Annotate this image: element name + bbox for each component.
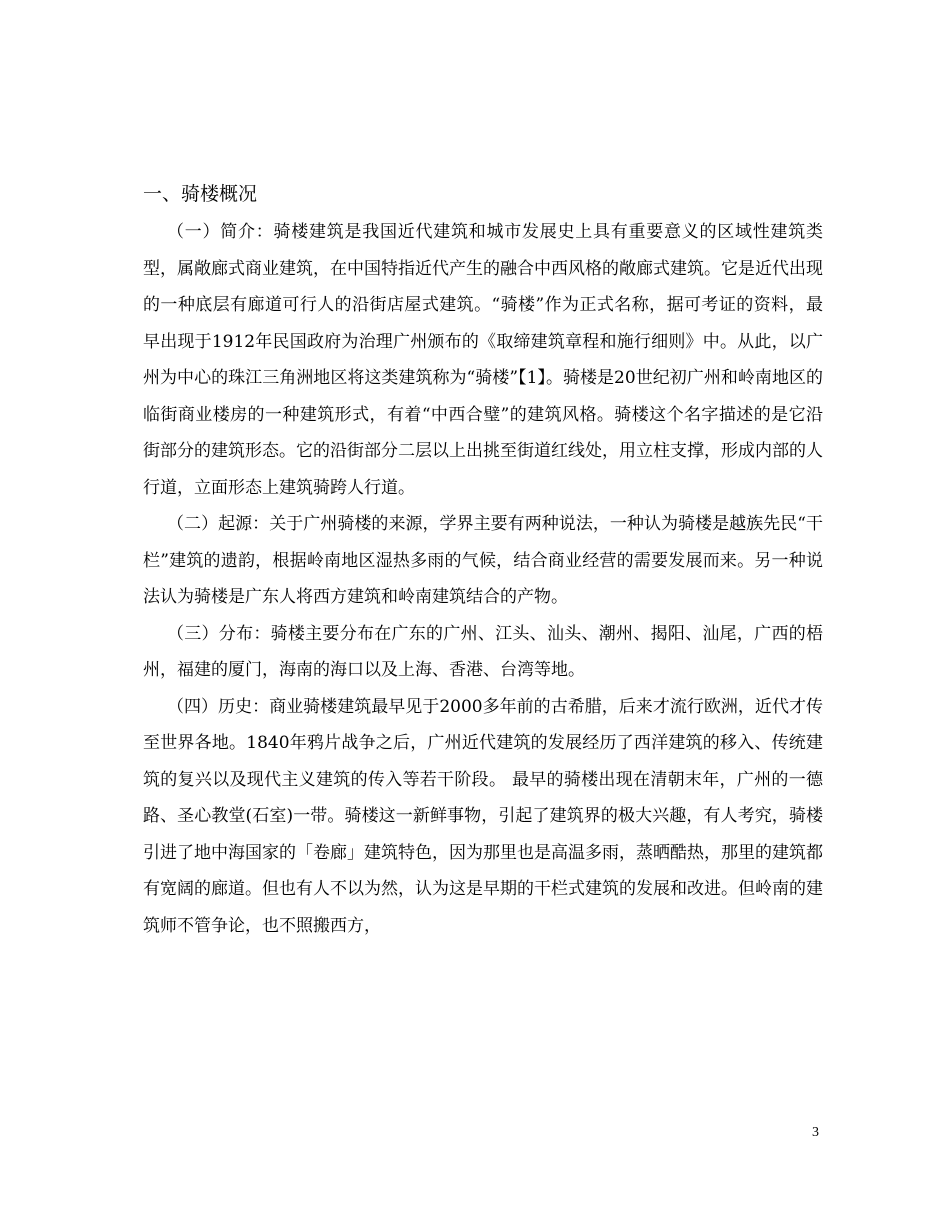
section-heading: 一、骑楼概况	[143, 183, 258, 205]
paragraph-introduction: （一）简介：骑楼建筑是我国近代建筑和城市发展史上具有重要意义的区域性建筑类型，属敞廊式商业建筑，在中国特指近代产生的融合中西风格的敞廊式建筑。它是近代出现的一种底层有廊道可行人的沿街店屋式建筑。“骑楼”作为正式名称，据可考证的资料，最早出现于1912年民国政府为治理广州颁布的《取缔建筑章程和施行细则》中。从此，以广州为中心的珠江三角洲地区将这类建筑称为“骑楼”【1】。骑楼是20世纪初广州和岭南地区的临街商业楼房的一种建筑形式，有着“中西合璧”的建筑风格。骑楼这个名字描述的是它沿街部分的建筑形态。它的沿街部分二层以上出挑至街道红线处，用立柱支撑，形成内部的人行道，立面形态上建筑骑跨人行道。	[143, 222, 823, 498]
page-number: 3	[812, 1125, 819, 1140]
document-body	[143, 176, 823, 944]
paragraph-distribution: （三）分布：骑楼主要分布在广东的广州、江头、汕头、潮州、揭阳、汕尾，广西的梧州，福建的厦门，海南的海口以及上海、香港、台湾等地。	[143, 623, 823, 680]
paragraph-history: （四）历史：商业骑楼建筑最早见于2000多年前的古希腊，后来才流行欧洲，近代才传至世界各地。1840年鸦片战争之后，广州近代建筑的发展经历了西洋建筑的移入、传统建筑的复兴以及现代主义建筑的传入等若干阶段。 最早的骑楼出现在清朝末年，广州的一德路、圣心教堂(石室)一带。骑楼这一新鲜事物，引起了建筑界的极大兴趣，有人考究，骑楼引进了地中海国家的「卷廊」建筑特色，因为那里也是高温多雨，蒸晒酷热，那里的建筑都有宽阔的廊道。但也有人不以为然，认为这是早期的干栏式建筑的发展和改进。但岭南的建筑师不管争论，也不照搬西方，	[143, 696, 823, 936]
paragraph-origin: （二）起源：关于广州骑楼的来源，学界主要有两种说法，一种认为骑楼是越族先民“干栏”建筑的遗韵，根据岭南地区湿热多雨的气候，结合商业经营的需要发展而来。另一种说法认为骑楼是广东人将西方建筑和岭南建筑结合的产物。	[143, 514, 823, 607]
